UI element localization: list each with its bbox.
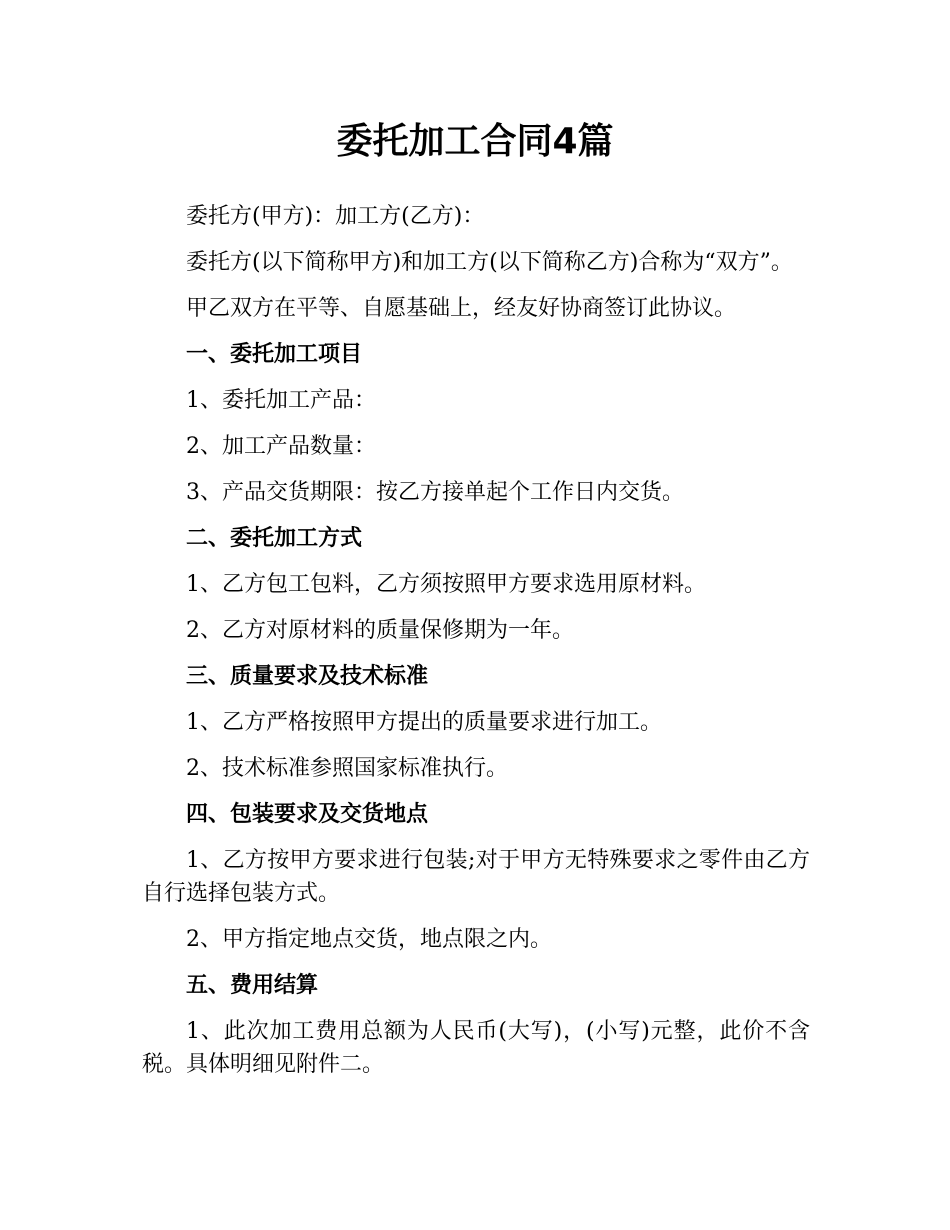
clause-2-2: 2、乙方对原材料的质量保修期为一年。: [186, 618, 574, 643]
clause-3-2: 2、技术标准参照国家标准执行。: [186, 756, 508, 781]
paragraph-agreement: 甲乙双方在平等、自愿基础上，经友好协商签订此协议。: [186, 296, 737, 321]
section-heading-3: 三、质量要求及技术标准: [186, 664, 429, 689]
document-body: [142, 200, 810, 1094]
section-heading-5: 五、费用结算: [186, 973, 319, 998]
clause-4-1: 1、乙方按甲方要求进行包装;对于甲方无特殊要求之零件由乙方自行选择包装方式。: [142, 848, 810, 906]
clause-2-1: 1、乙方包工包料，乙方须按照甲方要求选用原材料。: [186, 572, 706, 597]
clause-1-3: 3、产品交货期限：按乙方接单起个工作日内交货。: [186, 480, 684, 505]
clause-4-2: 2、甲方指定地点交货，地点限之内。: [186, 927, 552, 952]
clause-3-1: 1、乙方严格按照甲方提出的质量要求进行加工。: [186, 710, 662, 735]
section-heading-4: 四、包装要求及交货地点: [186, 802, 429, 827]
paragraph-parties: 委托方(甲方)：加工方(乙方)：: [186, 204, 485, 229]
clause-1-1: 1、委托加工产品：: [186, 388, 376, 413]
section-heading-2: 二、委托加工方式: [186, 526, 363, 551]
document-title: 委托加工合同4篇: [336, 121, 614, 162]
section-heading-1: 一、委托加工项目: [186, 342, 363, 367]
clause-1-2: 2、加工产品数量：: [186, 434, 376, 459]
clause-5-1: 1、此次加工费用总额为人民币(大写)，(小写)元整，此价不含税。具体明细见附件二。: [142, 1019, 810, 1077]
paragraph-definitions: 委托方(以下简称甲方)和加工方(以下简称乙方)合称为“双方”。: [186, 250, 793, 275]
